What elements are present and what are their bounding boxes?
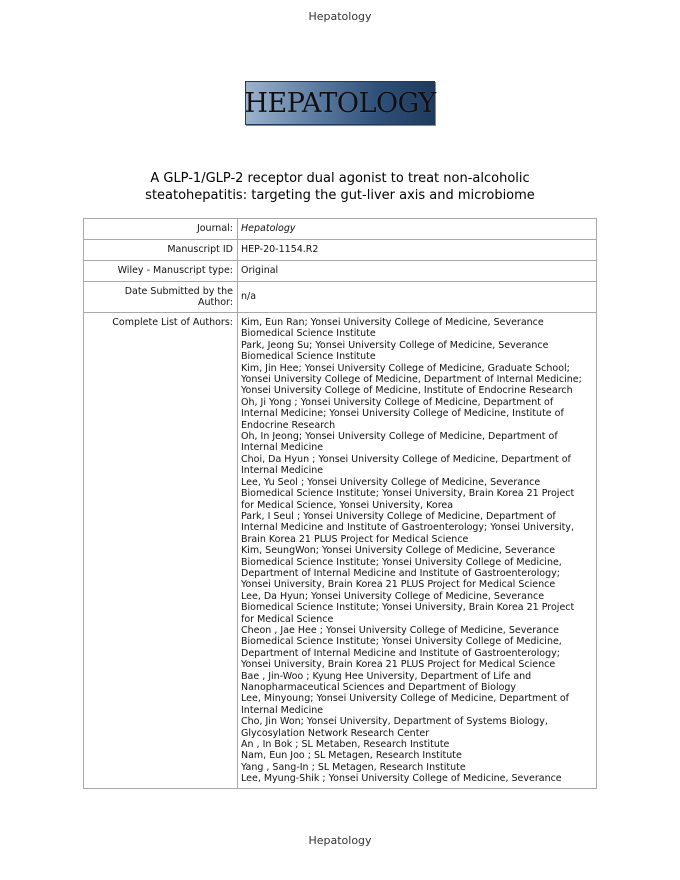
- author-line: An , In Bok ; SL Metaben, Research Institute: [241, 739, 450, 751]
- author-line: Lee, Myung-Shik ; Yonsei University College of Medicine, Severance: [241, 773, 562, 785]
- date-submitted-label-line-1: Date Submitted by the: [124, 285, 233, 297]
- author-line: Oh, In Jeong; Yonsei University College of Medicine, Department of: [241, 431, 558, 443]
- author-line: Brain Korea 21 PLUS Project for Medical Science: [241, 533, 469, 545]
- author-line: Park, I Seul ; Yonsei University College of Medicine, Department of: [241, 510, 556, 522]
- date-submitted-label-line-2: Author:: [197, 297, 233, 308]
- running-head-top: Hepatology: [308, 10, 372, 23]
- author-line: Biomedical Science Institute; Yonsei University, Brain Korea 21 Project: [241, 602, 575, 614]
- author-line: Choi, Da Hyun ; Yonsei University College of Medicine, Department of: [241, 453, 571, 465]
- date-submitted-row: [84, 282, 597, 313]
- date-submitted-value: n/a: [238, 282, 597, 313]
- journal-row: [84, 219, 597, 240]
- author-line: Nanopharmaceutical Sciences and Department of Biology: [241, 682, 517, 693]
- author-line: Kim, Eun Ran; Yonsei University College of Medicine, Severance: [241, 317, 544, 328]
- author-line: for Medical Science: [241, 613, 334, 625]
- journal-label: Journal:: [84, 219, 238, 240]
- article-title-line-1: A GLP-1/GLP-2 receptor dual agonist to treat non-alcoholic: [150, 171, 530, 186]
- author-line: Yonsei University College of Medicine, Department of Internal Medicine;: [241, 374, 582, 386]
- article-title: [40, 170, 640, 204]
- author-line: Yang , Sang-In ; SL Metagen, Research Institute: [241, 761, 466, 773]
- author-line: Department of Internal Medicine and Institute of Gastroenterology;: [241, 567, 560, 579]
- author-line: Biomedical Science Institute: [241, 351, 376, 363]
- author-line: Internal Medicine: [241, 465, 324, 477]
- author-line: Internal Medicine and Institute of Gastroenterology; Yonsei University,: [241, 522, 575, 534]
- authors-list: [238, 313, 597, 789]
- manuscript-metadata-table: [83, 218, 597, 789]
- author-line: Lee, Minyoung; Yonsei University College of Medicine, Department of: [241, 693, 569, 705]
- running-head-bottom: Hepatology: [308, 834, 372, 847]
- article-title-line-2: steatohepatitis: targeting the gut-liver axis and microbiome: [145, 188, 535, 203]
- author-line: for Medical Science, Yonsei University, Korea: [241, 499, 454, 511]
- author-line: Biomedical Science Institute; Yonsei University, Brain Korea 21 Project: [241, 488, 575, 500]
- author-line: Nam, Eun Joo ; SL Metagen, Research Institute: [241, 750, 462, 762]
- authors-row: [84, 313, 597, 789]
- author-line: Park, Jeong Su; Yonsei University College of Medicine, Severance: [241, 339, 549, 351]
- author-line: Lee, Da Hyun; Yonsei University College of Medicine, Severance: [241, 590, 545, 602]
- manuscript-id-row: [84, 240, 597, 261]
- author-line: Glycosylation Network Research Center: [241, 727, 430, 739]
- manuscript-id-value: HEP-20-1154.R2: [238, 240, 597, 261]
- author-line: Yonsei University, Brain Korea 21 PLUS Project for Medical Science: [241, 659, 556, 671]
- manuscript-type-value: Original: [238, 261, 597, 282]
- author-line: Kim, Jin Hee; Yonsei University College of Medicine, Graduate School;: [241, 362, 570, 374]
- manuscript-id-label: Manuscript ID: [84, 240, 238, 261]
- author-line: Oh, Ji Yong ; Yonsei University College of Medicine, Department of: [241, 396, 554, 408]
- author-line: Yonsei University College of Medicine, Institute of Endocrine Research: [241, 385, 573, 397]
- author-line: Internal Medicine: [241, 704, 324, 716]
- author-line: Biomedical Science Institute; Yonsei University College of Medicine,: [241, 556, 562, 568]
- author-line: Biomedical Science Institute; Yonsei University College of Medicine,: [241, 636, 562, 648]
- author-line: Internal Medicine: [241, 442, 324, 454]
- author-line: Cheon , Jae Hee ; Yonsei University College of Medicine, Severance: [241, 624, 559, 636]
- journal-logo: [245, 81, 435, 125]
- journal-logo-text: HEPATOLOGY: [244, 87, 436, 119]
- date-submitted-label: [84, 282, 238, 313]
- author-line: Endocrine Research: [241, 419, 336, 431]
- author-line: Department of Internal Medicine and Institute of Gastroenterology;: [241, 647, 560, 659]
- journal-value: Hepatology: [238, 219, 597, 240]
- author-line: Kim, SeungWon; Yonsei University College of Medicine, Severance: [241, 545, 556, 557]
- author-line: Biomedical Science Institute: [241, 328, 376, 340]
- author-line: Lee, Yu Seol ; Yonsei University College of Medicine, Severance: [241, 476, 541, 488]
- manuscript-type-row: [84, 261, 597, 282]
- author-line: Cho, Jin Won; Yonsei University, Department of Systems Biology,: [241, 716, 548, 728]
- author-line: Bae , Jin-Woo ; Kyung Hee University, Department of Life and: [241, 670, 532, 682]
- authors-label: Complete List of Authors:: [84, 313, 238, 789]
- manuscript-type-label: Wiley - Manuscript type:: [84, 261, 238, 282]
- author-line: Yonsei University, Brain Korea 21 PLUS Project for Medical Science: [241, 579, 556, 591]
- author-line: Internal Medicine; Yonsei University College of Medicine, Institute of: [241, 408, 564, 420]
